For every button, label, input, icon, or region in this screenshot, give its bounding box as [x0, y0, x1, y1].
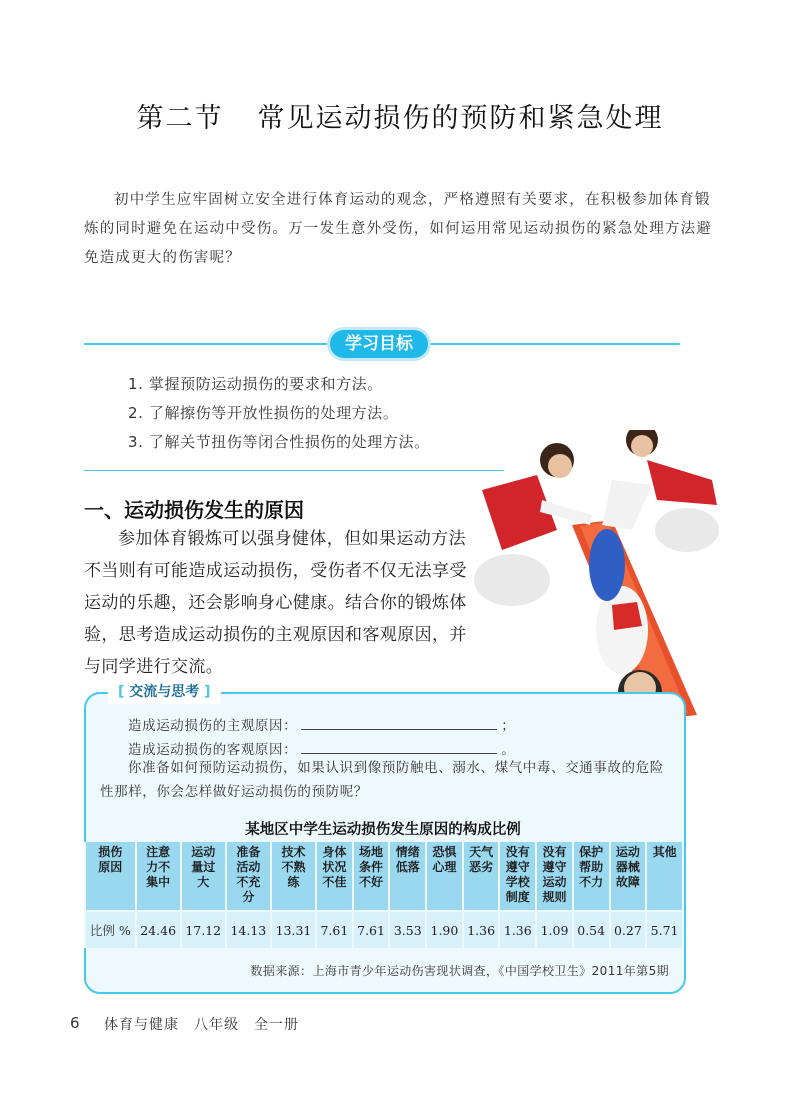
rescuer-right-vest — [647, 460, 717, 505]
table-cell-value: 3.53 — [389, 911, 426, 948]
book-title: 体育与健康 八年级 全一册 — [104, 1017, 299, 1033]
question-objective-label: 造成运动损伤的客观原因： — [128, 742, 298, 758]
question-subjective-end: ； — [501, 718, 516, 734]
column-header-label: 身体状况不佳 — [322, 845, 347, 889]
table-title: 某地区中学生运动损伤发生原因的构成比例 — [245, 822, 521, 838]
patient-legs — [589, 529, 625, 601]
table-column-header — [136, 842, 181, 911]
column-header-label: 注意力不集中 — [146, 845, 171, 889]
table-cell-value: 7.61 — [353, 911, 390, 948]
table-cell-value: 13.31 — [271, 911, 316, 948]
table-cell-value: 1.36 — [463, 911, 500, 948]
table-cell-value: 24.46 — [136, 911, 181, 948]
column-header-label: 技术不熟练 — [281, 845, 306, 889]
column-header-label: 没有遵守学校制度 — [505, 845, 530, 904]
goals-list — [128, 370, 430, 457]
table-row-header — [85, 842, 136, 911]
goals-badge: 学习目标 — [330, 330, 428, 358]
column-header-label: 运动量过大 — [191, 845, 216, 889]
section-heading: 一、运动损伤发生的原因 — [84, 498, 304, 522]
goals-divider-bottom — [84, 470, 504, 471]
table-cell-value: 5.71 — [646, 911, 682, 948]
table-column-header — [181, 842, 226, 911]
column-header-label: 恐惧心理 — [432, 845, 457, 874]
bracket-left-icon: [ — [118, 684, 125, 700]
table-column-header — [536, 842, 573, 911]
question-objective-end: 。 — [501, 742, 516, 758]
table-cell-value: 17.12 — [181, 911, 226, 948]
table-column-header — [610, 842, 647, 911]
table-cell-value: 7.61 — [316, 911, 353, 948]
goal-item: 2. 了解擦伤等开放性损伤的处理方法。 — [128, 404, 399, 422]
column-header-label: 情绪低落 — [395, 845, 420, 874]
rescuer-left-legs — [474, 554, 550, 606]
discussion-tab-label: 交流与思考 — [129, 684, 200, 700]
question-objective — [128, 738, 515, 758]
section-title: 常见运动损伤的预防和紧急处理 — [257, 103, 664, 134]
page-number: 6 — [70, 1014, 80, 1032]
intro-text: 初中学生应牢固树立安全进行体育运动的观念，严格遵照有关要求，在积极参加体育锻炼的同时避免在运动中受伤。万一发生意外受伤，如何运用常见运动损伤的紧急处理方法避免造成更大的伤害呢？ — [84, 192, 712, 266]
table-row-label: 比例 % — [85, 911, 136, 948]
column-header-label: 其他 — [652, 845, 677, 859]
goal-item: 1. 掌握预防运动损伤的要求和方法。 — [128, 375, 383, 393]
column-header-label: 天气恶劣 — [469, 845, 494, 874]
column-header-label: 场地条件不好 — [359, 845, 384, 889]
answer-blank-subjective[interactable] — [301, 715, 497, 730]
table-cell-value: 0.27 — [610, 911, 647, 948]
column-header-label: 保护帮助不力 — [579, 845, 604, 889]
question-prevention — [100, 756, 670, 804]
injury-cause-table — [84, 842, 682, 948]
table-cell-value: 1.90 — [426, 911, 463, 948]
table-column-header — [316, 842, 353, 911]
table-cell-value: 0.54 — [573, 911, 610, 948]
question-subjective — [128, 714, 515, 734]
table-value-row — [85, 911, 682, 948]
data-source: 数据来源：上海市青少年运动伤害现状调查，《中国学校卫生》2011年第5期 — [250, 964, 669, 978]
question-subjective-label: 造成运动损伤的主观原因： — [128, 718, 298, 734]
table-column-header — [426, 842, 463, 911]
table-cell-value: 1.09 — [536, 911, 573, 948]
table-column-header — [646, 842, 682, 911]
goal-item: 3. 了解关节扭伤等闭合性损伤的处理方法。 — [128, 433, 430, 451]
table-column-header — [271, 842, 316, 911]
answer-blank-objective[interactable] — [301, 739, 497, 754]
section-number: 第二节 — [136, 103, 224, 134]
table-column-header — [353, 842, 390, 911]
table-cell-value: 1.36 — [499, 911, 536, 948]
table-column-header — [499, 842, 536, 911]
bracket-right-icon: ] — [204, 684, 211, 700]
row-header-label: 损伤原因 — [98, 845, 123, 874]
table-header-row — [85, 842, 682, 911]
column-header-label: 运动器械故障 — [615, 845, 640, 889]
table-column-header — [573, 842, 610, 911]
intro-paragraph — [84, 186, 714, 273]
discussion-tab — [108, 680, 221, 704]
question-prevention-text: 你准备如何预防运动损伤，如果认识到像预防触电、溺水、煤气中毒、交通事故的危险性那样，你会怎样做好运动损伤的预防呢？ — [100, 760, 664, 800]
table-cell-value: 14.13 — [226, 911, 271, 948]
rescuer-right-legs — [655, 508, 719, 552]
column-header-label: 准备活动不充分 — [236, 845, 261, 904]
stretcher-rescue-photo — [462, 430, 732, 730]
page-title — [0, 96, 800, 135]
table-column-header — [463, 842, 500, 911]
section-body-text: 参加体育锻炼可以强身健体，但如果运动方法不当则有可能造成运动损伤，受伤者不仅无法享受运动的乐趣，还会影响身心健康。结合你的锻炼体验，思考造成运动损伤的主观原因和客观原因，并与同学进行交流。 — [84, 529, 467, 677]
table-column-header — [389, 842, 426, 911]
column-header-label: 没有遵守运动规则 — [542, 845, 567, 904]
table-column-header — [226, 842, 271, 911]
section-body — [84, 523, 476, 683]
